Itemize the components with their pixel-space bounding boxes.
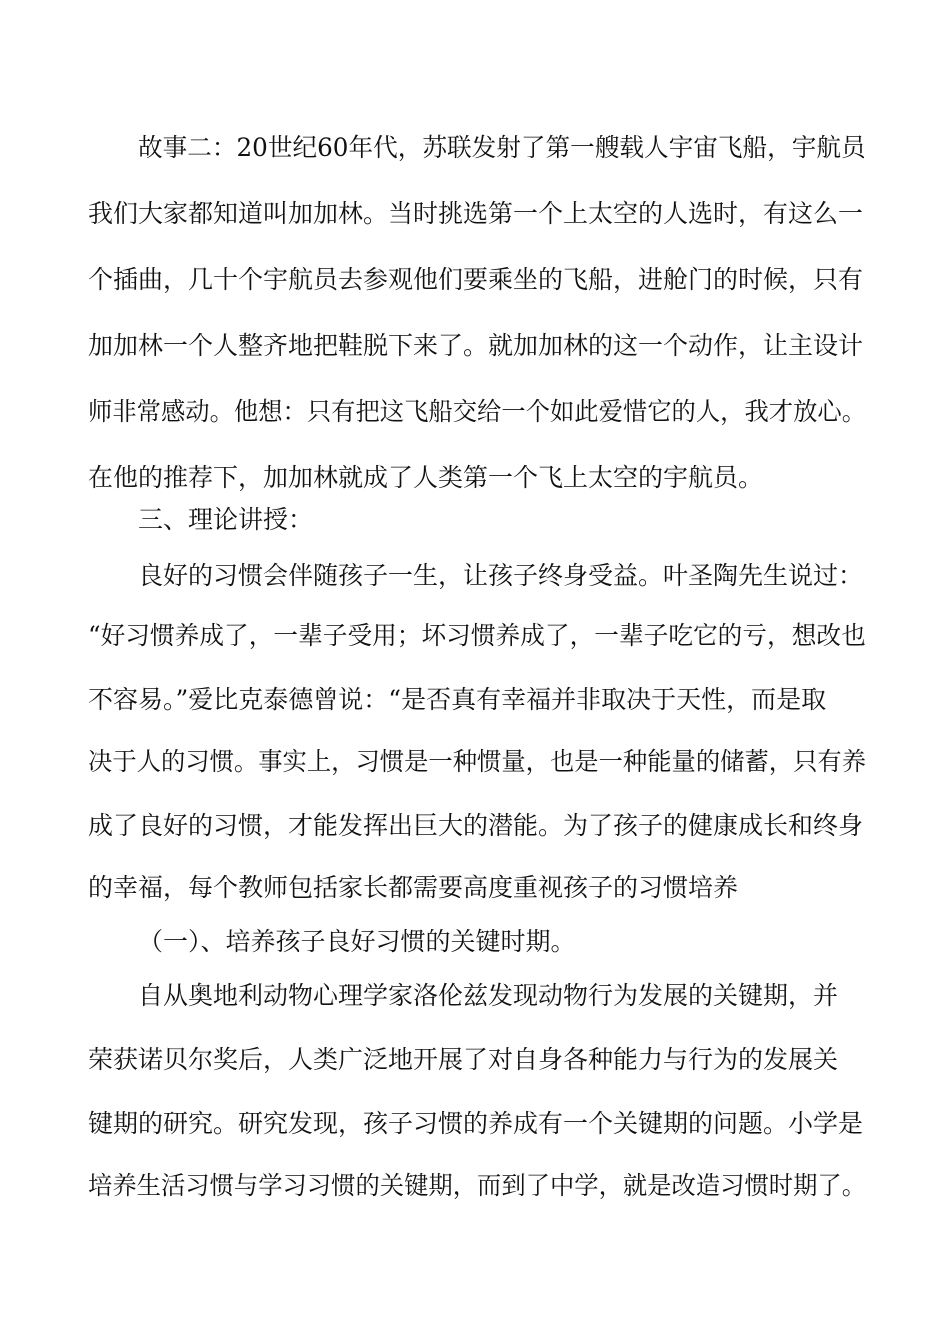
paragraph-line: 故事二：20世纪60年代，苏联发射了第一艘载人宇宙飞船，宇航员 (138, 133, 866, 162)
subsection-heading: （一）、培养孩子良好习惯的关键时期。 (138, 927, 576, 956)
paragraph-line: 的幸福，每个教师包括家长都需要高度重视孩子的习惯培养 (88, 873, 739, 902)
paragraph-line: 决于人的习惯。事实上，习惯是一种惯量，也是一种能量的储蓄，只有养 (88, 747, 867, 776)
paragraph-line: 加加林一个人整齐地把鞋脱下来了。就加加林的这一个动作，让主设计 (88, 331, 864, 360)
paragraph-line: 荣获诺贝尔奖后，人类广泛地开展了对自身各种能力与行为的发展关 (88, 1045, 839, 1074)
paragraph-line: 不容易。”爱比克泰德曾说：“是否真有幸福并非取决于天性，而是取 (88, 685, 827, 714)
paragraph-line: 良好的习惯会伴随孩子一生，让孩子终身受益。叶圣陶先生说过： (138, 561, 864, 590)
paragraph-line: 键期的研究。研究发现，孩子习惯的养成有一个关键期的问题。小学是 (88, 1109, 864, 1138)
section-heading: 三、理论讲授： (138, 505, 314, 534)
paragraph-line: 我们大家都知道叫加加林。当时挑选第一个上太空的人选时，有这么一 (88, 199, 864, 228)
paragraph-line: 在他的推荐下，加加林就成了人类第一个飞上太空的宇航员。 (88, 463, 764, 492)
paragraph-line: 培养生活习惯与学习习惯的关键期，而到了中学，就是改造习惯时期了。 (88, 1171, 867, 1200)
paragraph-line: 师非常感动。他想：只有把这飞船交给一个如此爱惜它的人，我才放心。 (88, 397, 867, 426)
paragraph-line: “好习惯养成了，一辈子受用；坏习惯养成了，一辈子吃它的亏，想改也 (88, 621, 866, 650)
paragraph-line: 自从奥地利动物心理学家洛伦兹发现动物行为发展的关键期，并 (138, 981, 839, 1010)
paragraph-line: 个插曲，几十个宇航员去参观他们要乘坐的飞船，进舱门的时候，只有 (88, 265, 864, 294)
paragraph-line: 成了良好的习惯，才能发挥出巨大的潜能。为了孩子的健康成长和终身 (88, 811, 864, 840)
